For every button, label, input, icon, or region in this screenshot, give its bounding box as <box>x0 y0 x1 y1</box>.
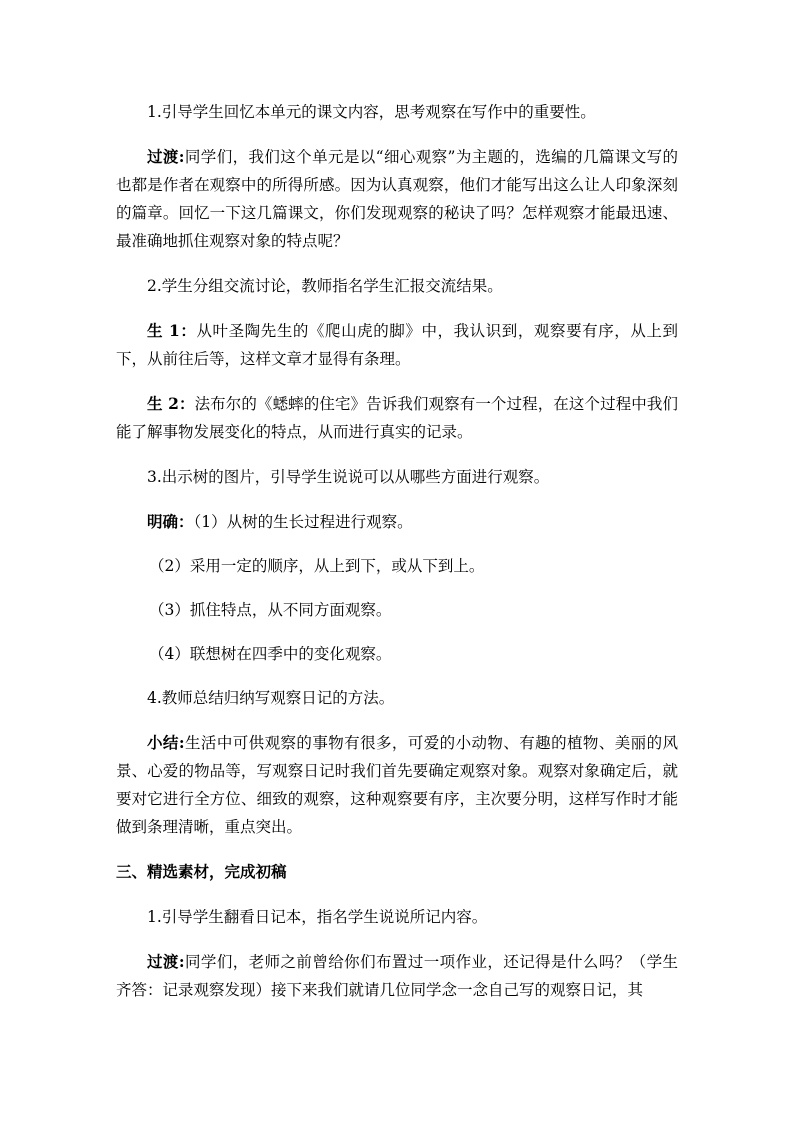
paragraph-text: （4）联想树在四季中的变化观察。 <box>149 645 392 663</box>
paragraph-step-2 <box>116 272 678 300</box>
paragraph-text: 生活中可供观察的事物有很多，可爱的小动物、有趣的植物、美丽的风景、心爱的物品等，写观察日记时我们首先要确定观察对象。观察对象确定后，就要对它进行全方位、细致的观察，这种观察要有序，主次要分明，这样写作时才能做到条理清晰，重点突出。 <box>116 734 678 836</box>
paragraph-label: 过渡: <box>147 952 185 971</box>
paragraph-text: （2）采用一定的顺序，从上到下，或从下到上。 <box>149 557 485 575</box>
paragraph-text: 1.引导学生翻看日记本，指名学生说说所记内容。 <box>147 908 488 926</box>
paragraph-step-1 <box>116 98 678 126</box>
paragraph-label: 生 1： <box>147 321 197 340</box>
paragraph-text: 3.出示树的图片，引导学生说说可以从哪些方面进行观察。 <box>147 468 550 486</box>
paragraph-student-2 <box>116 390 678 446</box>
paragraph-text: 4.教师总结归纳写观察日记的方法。 <box>147 689 395 707</box>
section-heading-3: 三、精选素材，完成初稿 <box>116 862 287 881</box>
paragraph-text: （3）抓住特点，从不同方面观察。 <box>149 601 392 619</box>
list-item-3 <box>116 596 678 624</box>
paragraph-text: 2.学生分组交流讨论，教师指名学生汇报交流结果。 <box>147 277 503 295</box>
paragraph-clarify <box>116 508 678 536</box>
paragraph-step-1b <box>116 903 678 931</box>
list-item-2 <box>116 552 678 580</box>
list-item-4 <box>116 640 678 668</box>
paragraph-transition-2 <box>116 948 678 1004</box>
paragraph-text: 从叶圣陶先生的《爬山虎的脚》中，我认识到，观察要有序，从上到下，从前往后等，这样文章才显得有条理。 <box>116 322 678 368</box>
paragraph-text: （1）从树的生长过程进行观察。 <box>193 513 413 531</box>
paragraph-transition-1 <box>116 143 678 255</box>
paragraph-summary <box>116 729 678 841</box>
paragraph-label: 生 2： <box>147 394 195 413</box>
paragraph-label: 小结: <box>147 733 185 752</box>
paragraph-student-1 <box>116 317 678 373</box>
paragraph-text: 法布尔的《蟋蟀的住宅》告诉我们观察有一个过程，在这个过程中我们能了解事物发展变化的特点，从而进行真实的记录。 <box>116 395 678 441</box>
paragraph-step-4 <box>116 684 678 712</box>
paragraph-text: 同学们，老师之前曾给你们布置过一项作业，还记得是什么吗？（学生齐答：记录观察发现）接下来我们就请几位同学念一念自己写的观察日记，其 <box>116 953 678 999</box>
paragraph-step-3 <box>116 463 678 491</box>
paragraph-text: 同学们，我们这个单元是以“细心观察”为主题的，选编的几篇课文写的也都是作者在观察中的所得所感。因为认真观察，他们才能写出这么让人印象深刻的篇章。回忆一下这几篇课文，你们发现观察的秘诀了吗？怎样观察才能最迅速、最准确地抓住观察对象的特点呢？ <box>116 148 678 250</box>
paragraph-label: 明确： <box>147 512 194 531</box>
paragraph-label: 过渡: <box>147 147 185 166</box>
paragraph-text: 1.引导学生回忆本单元的课文内容，思考观察在写作中的重要性。 <box>147 103 596 121</box>
